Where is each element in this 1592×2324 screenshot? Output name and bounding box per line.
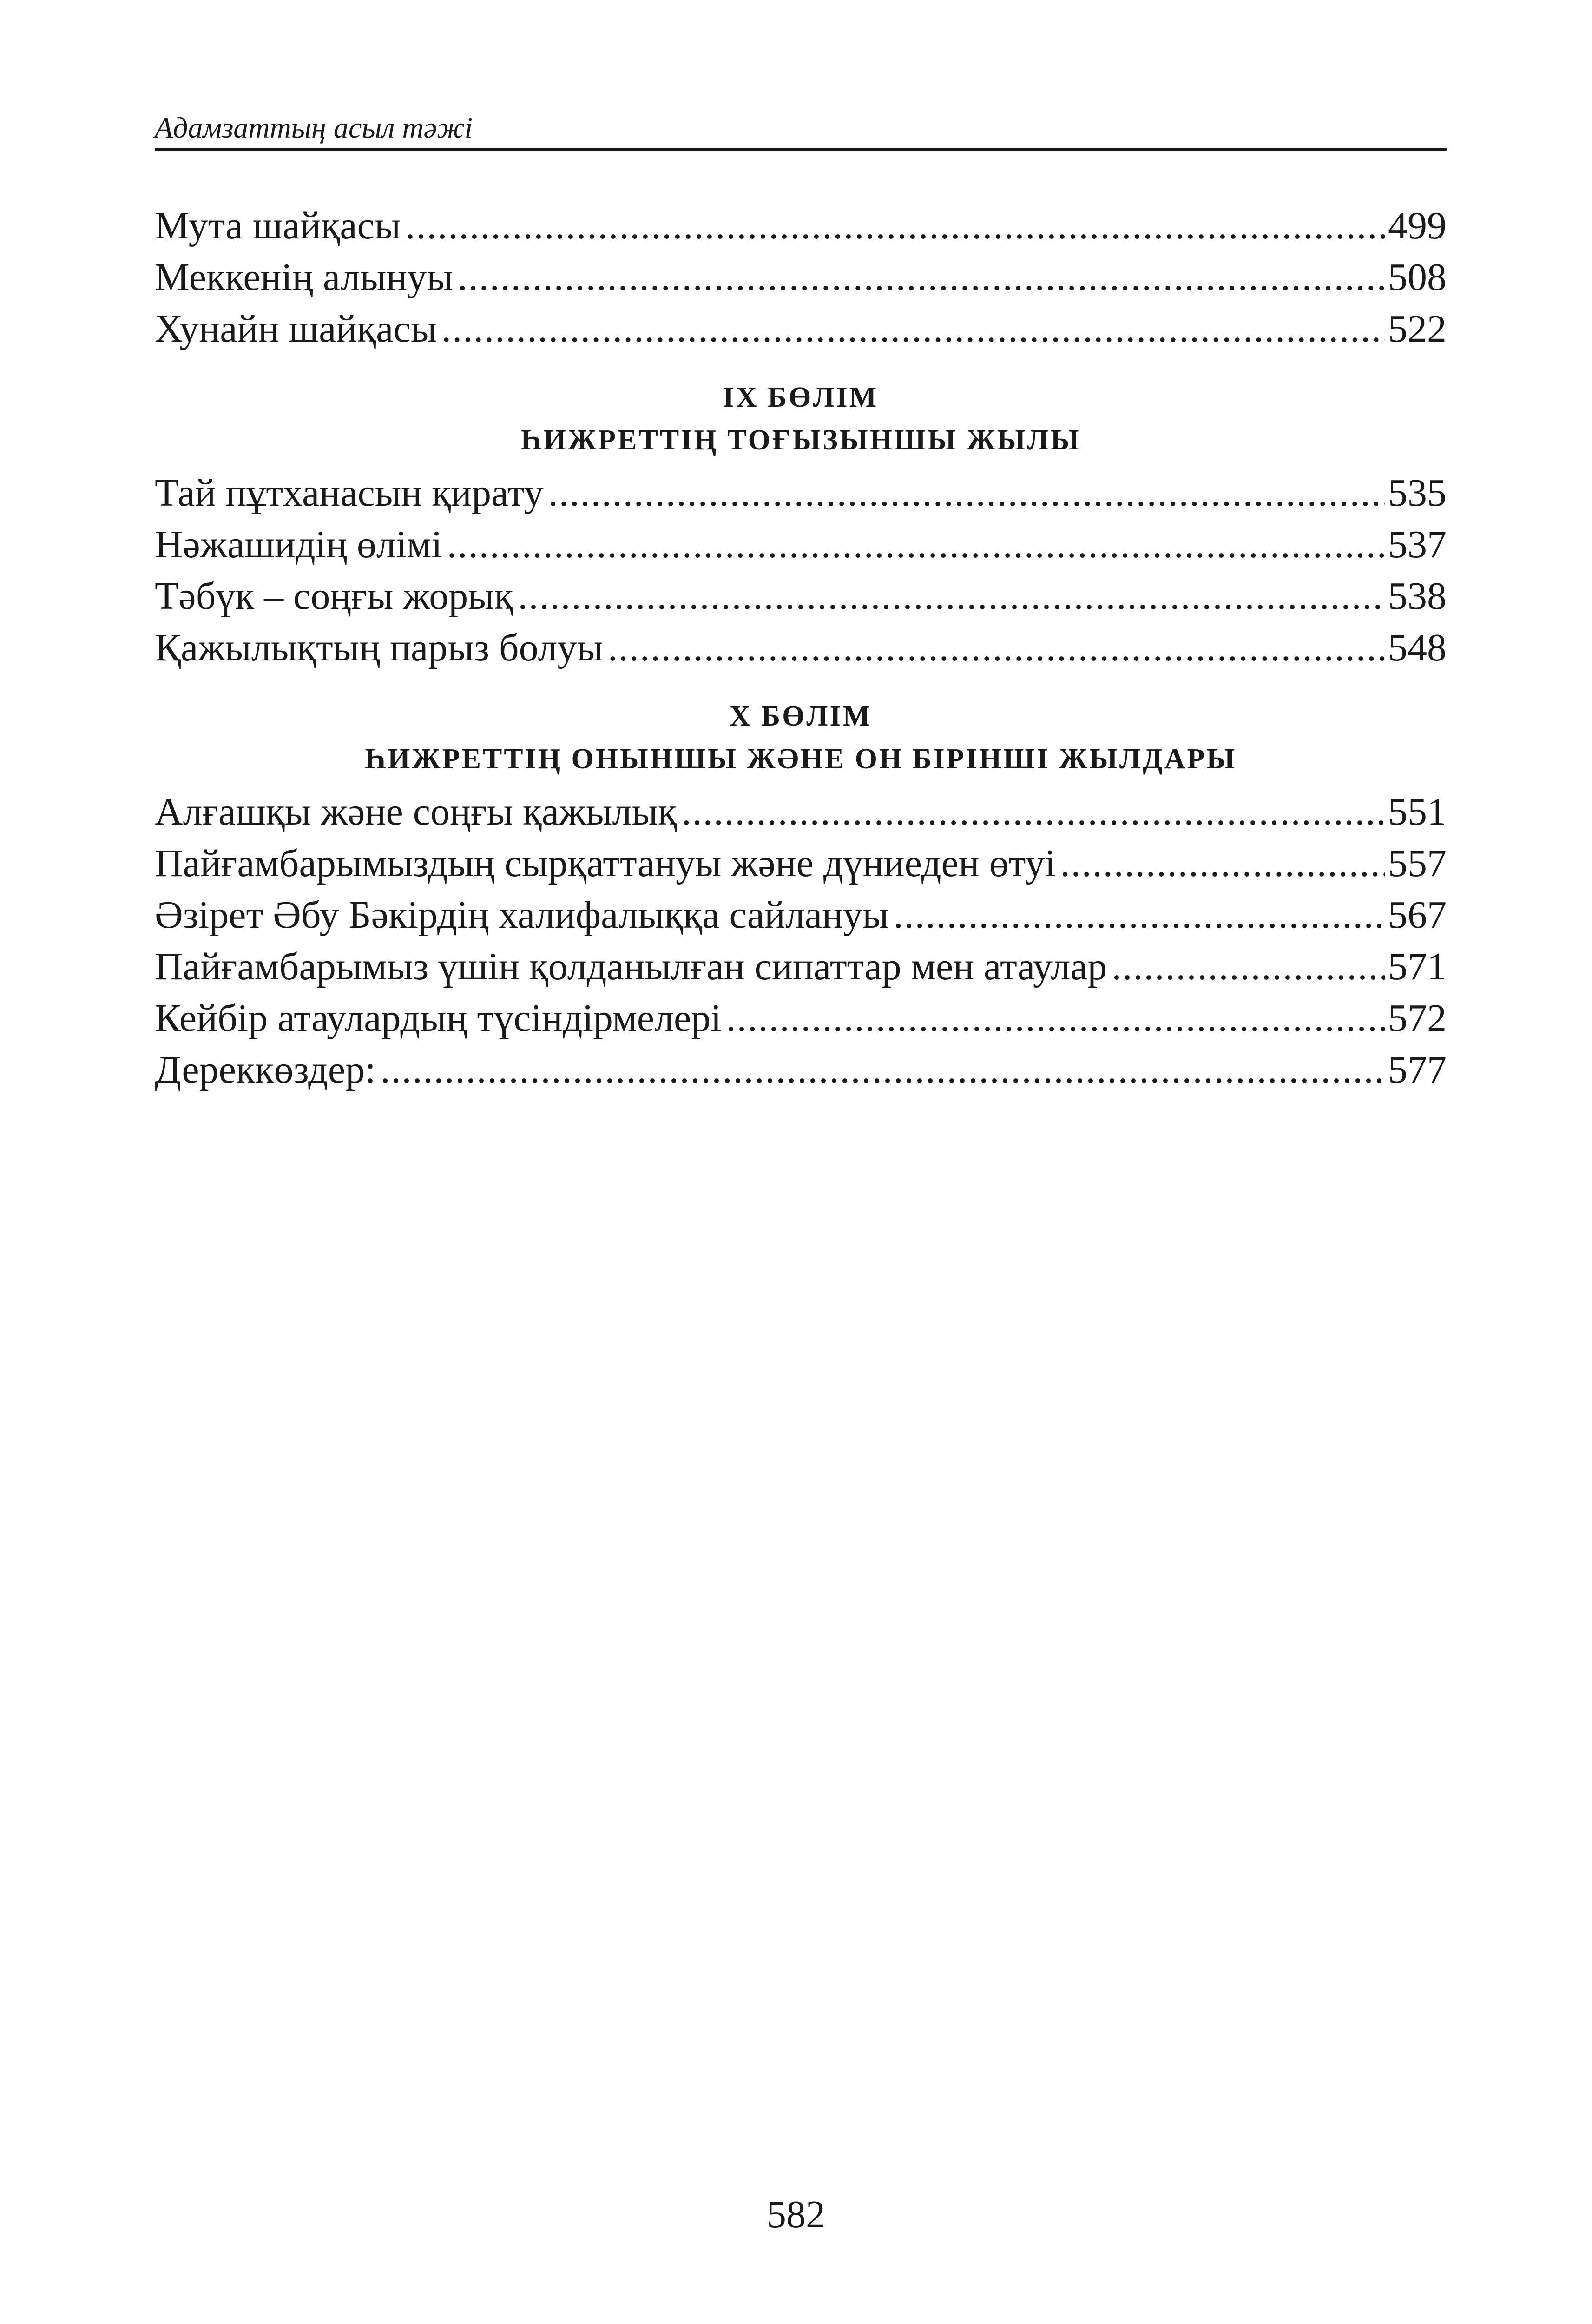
dot-leader xyxy=(1060,838,1385,889)
part-9-number: IX БӨЛІМ xyxy=(723,382,879,413)
toc-entry-title: Дереккөздер: xyxy=(155,1048,376,1091)
dot-leader xyxy=(1112,941,1385,992)
toc-entry-page: 551 xyxy=(1388,790,1447,833)
toc-entry[interactable] xyxy=(155,1044,1447,1096)
toc-entry-page: 538 xyxy=(1388,574,1447,618)
part-10-title: ҺИЖРЕТТІҢ ОНЫНШЫ ЖӘНЕ ОН БІРІНШІ ЖЫЛДАРЫ xyxy=(364,743,1237,775)
toc-entry-page: 522 xyxy=(1388,307,1447,350)
table-of-contents xyxy=(155,200,1447,1096)
toc-entry-page: 537 xyxy=(1388,523,1447,566)
toc-entry-title: Мута шайқасы xyxy=(155,204,401,247)
toc-entry-page: 571 xyxy=(1388,945,1447,988)
toc-entry[interactable] xyxy=(155,519,1447,570)
dot-leader xyxy=(441,303,1385,355)
running-title: Адамзаттың асыл тәжі xyxy=(155,111,473,144)
part-10-number: X БӨЛІМ xyxy=(729,700,872,732)
toc-entry-page: 548 xyxy=(1388,626,1447,669)
toc-entry-page: 499 xyxy=(1388,204,1447,247)
toc-entry-title: Нәжашидің өлімі xyxy=(155,523,442,566)
toc-entry-page: 572 xyxy=(1388,997,1447,1040)
toc-entry[interactable] xyxy=(155,467,1447,519)
toc-entry[interactable] xyxy=(155,889,1447,941)
dot-leader xyxy=(894,889,1385,941)
dot-leader xyxy=(548,467,1385,519)
toc-entry-title: Қажылықтың парыз болуы xyxy=(155,626,603,669)
toc-entry-title: Тай пұтханасын қирату xyxy=(155,471,544,515)
toc-entry[interactable] xyxy=(155,992,1447,1044)
toc-entry[interactable] xyxy=(155,941,1447,992)
toc-entry[interactable] xyxy=(155,570,1447,622)
toc-entry-page: 535 xyxy=(1388,471,1447,515)
dot-leader xyxy=(458,251,1385,303)
dot-leader xyxy=(682,786,1385,838)
part-9-title: ҺИЖРЕТТІҢ ТОҒЫЗЫНШЫ ЖЫЛЫ xyxy=(520,424,1081,456)
dot-leader xyxy=(381,1044,1385,1096)
part-9-heading xyxy=(155,376,1447,462)
toc-entry-page: 577 xyxy=(1388,1048,1447,1091)
dot-leader xyxy=(608,622,1385,673)
toc-entry-title: Кейбір атаулардың түсіндірмелері xyxy=(155,997,722,1040)
toc-entry-title: Тәбүк – соңғы жорық xyxy=(155,574,513,618)
toc-entry[interactable] xyxy=(155,786,1447,838)
running-header xyxy=(155,109,1447,151)
toc-entry-page: 567 xyxy=(1388,893,1447,937)
toc-entry-title: Хунайн шайқасы xyxy=(155,307,437,350)
toc-entry-title: Меккенің алынуы xyxy=(155,256,453,299)
dot-leader xyxy=(726,992,1385,1044)
page-number: 582 xyxy=(767,2193,825,2236)
toc-entry-page: 508 xyxy=(1388,256,1447,299)
toc-entry[interactable] xyxy=(155,251,1447,303)
dot-leader xyxy=(405,200,1385,251)
part-10-heading xyxy=(155,695,1447,780)
toc-entry-title: Пайғамбарымыздың сырқаттануы және дүниеден өтуі xyxy=(155,842,1056,885)
toc-entry[interactable] xyxy=(155,622,1447,673)
toc-entry[interactable] xyxy=(155,838,1447,889)
toc-entry-page: 557 xyxy=(1388,842,1447,885)
toc-entry-title: Пайғамбарымыз үшін қолданылған сипаттар мен атаулар xyxy=(155,945,1107,988)
toc-entry-title: Алғашқы және соңғы қажылық xyxy=(155,790,677,833)
dot-leader xyxy=(447,519,1385,570)
toc-entry[interactable] xyxy=(155,200,1447,251)
toc-entry-title: Әзірет Әбу Бәкірдің халифалыққа сайлануы xyxy=(155,893,889,937)
toc-entry[interactable] xyxy=(155,303,1447,355)
dot-leader xyxy=(518,570,1385,622)
